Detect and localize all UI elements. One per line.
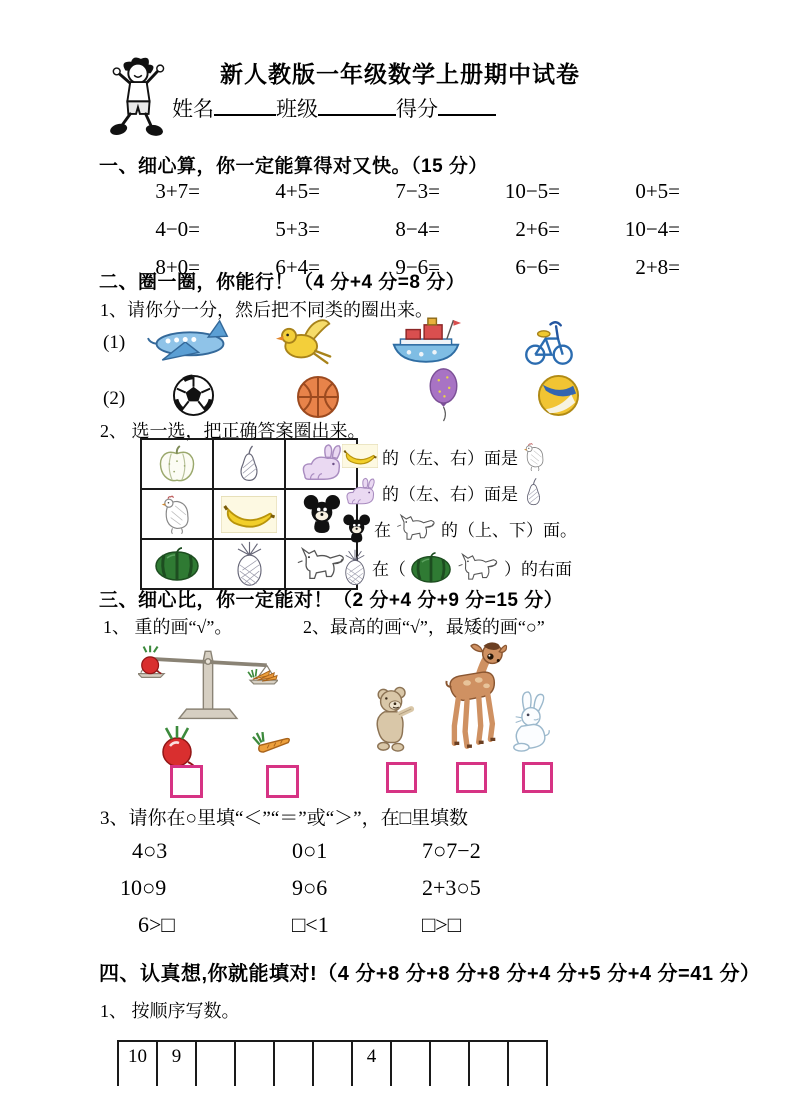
white-rabbit-icon [508,690,552,753]
equation: 3+7= [155,179,200,203]
name-label: 姓名 [172,97,214,121]
section3-q2: 2、最高的画“√”，最矮的画“○” [303,617,545,637]
statement-2 [342,474,602,510]
statement-1-text: 的（左、右）面是 [382,448,518,468]
equation: 4−0= [155,217,200,241]
name-class-score-line [172,93,642,123]
number-cell: 9 [158,1042,197,1086]
equation: 4+5= [275,179,320,203]
fox-icon [456,552,500,583]
equation: 0+5= [635,179,680,203]
basketball-icon [296,375,340,419]
deer-icon [430,642,508,754]
equation: 5+3= [275,217,320,241]
score-blank [438,93,496,116]
comparison-grid [116,838,536,938]
balance-scale-icon [138,640,278,726]
number-cell [275,1042,314,1086]
volleyball-icon [537,374,580,417]
number-cell [314,1042,353,1086]
grid-cell-watermelon [141,539,213,589]
pear-icon [522,477,545,508]
airplane-icon [147,312,233,368]
number-sequence-table [117,1040,548,1086]
section4-heading: 四、认真想,你就能填对!（4 分+8 分+8 分+8 分+4 分+5 分+4 分=41 分） [99,963,761,985]
section2-q1: 1、请你分一分，然后把不同类的圈出来。 [100,300,433,320]
position-grid [140,438,358,590]
answer-box-deer [456,762,487,793]
soccer-ball-icon [172,374,215,417]
number-cell: 10 [119,1042,158,1086]
number-cell [392,1042,431,1086]
equation: 8+0= [155,255,200,279]
statement-4-after: ）的右面 [504,559,572,579]
statement-2-text: 的（左、右）面是 [382,484,518,504]
pineapple-icon [342,549,368,586]
chicken-icon [522,441,548,472]
equation: 8−4= [395,217,440,241]
banana-icon [342,444,378,468]
grid-cell-pumpkin [141,439,213,489]
jumping-boy-icon [106,55,168,140]
answer-box-carrot [266,765,299,798]
fox-icon [395,513,437,543]
arithmetic-grid [98,179,698,280]
name-blank [214,93,276,116]
carrot-icon [252,730,292,757]
comparison: 0○1 [292,838,328,863]
item1-label: (1) [103,332,126,353]
statement-4-before: 在（ [372,559,406,579]
answer-box-bear [386,762,417,793]
statement-1 [342,438,602,474]
number-cell: 4 [353,1042,392,1086]
equation: 2+6= [515,217,560,241]
grid-cell-banana [213,489,285,539]
answer-box-radish [170,765,203,798]
score-label: 得分 [396,97,438,121]
number-cell [197,1042,236,1086]
comparison: 10○9 [120,875,167,900]
watermelon-icon [410,552,452,583]
balloon-icon [427,367,460,422]
number-cell [509,1042,548,1086]
number-cell [470,1042,509,1086]
number-cell [431,1042,470,1086]
equation: 9−6= [395,255,440,279]
equation: 7−3= [395,179,440,203]
statement-3-after: 的（上、下）面。 [441,520,577,540]
section4-q1: 1、 按顺序写数。 [100,1001,240,1021]
section3-q3: 3、请你在○里填“＜”“＝”或“＞”，在□里填数 [100,808,469,829]
section1-heading: 一、细心算，你一定能算得对又快。（15 分） [99,156,488,177]
comparison: 6>□ [138,912,175,937]
answer-box-rabbit [522,762,553,793]
statement-3-before: 在 [374,520,391,540]
equation: 2+8= [635,255,680,279]
grid-cell-chicken [141,489,213,539]
comparison: 2+3○5 [422,875,481,900]
comparison: □<1 [292,912,329,937]
statement-4 [342,546,602,588]
section3-heading: 三、细心比，你一定能对！（2 分+4 分+9 分=15 分） [99,590,564,611]
grid-cell-pineapple [213,539,285,589]
position-statements [342,438,602,588]
section2-q2: 2、 选一选，把正确答案圈出来。 [100,421,366,441]
radish-icon [158,724,198,770]
equation: 6+4= [275,255,320,279]
page-title: 新人教版一年级数学上册期中试卷 [220,61,580,87]
mouse-icon [342,513,370,544]
equation: 10−4= [624,217,680,241]
comparison: 9○6 [292,875,328,900]
item2-label: (2) [103,388,126,409]
section3-q1: 1、 重的画“√”。 [103,617,233,637]
comparison: □>□ [422,912,461,937]
ship-icon [390,313,462,367]
comparison: 7○7−2 [422,838,481,863]
bird-icon [275,315,333,368]
equation: 6−6= [515,255,560,279]
class-label: 班级 [276,97,318,121]
statement-3 [342,510,602,546]
equation: 10−5= [504,179,560,203]
comparison: 4○3 [132,838,168,863]
tricycle-icon [522,314,575,367]
number-cell [236,1042,275,1086]
section2-heading: 二、圈一圈，你能行！（4 分+4 分=8 分） [99,272,466,293]
class-blank [318,93,396,116]
grid-cell-pear [213,439,285,489]
rabbit-icon [342,477,378,508]
bear-icon [370,686,418,753]
